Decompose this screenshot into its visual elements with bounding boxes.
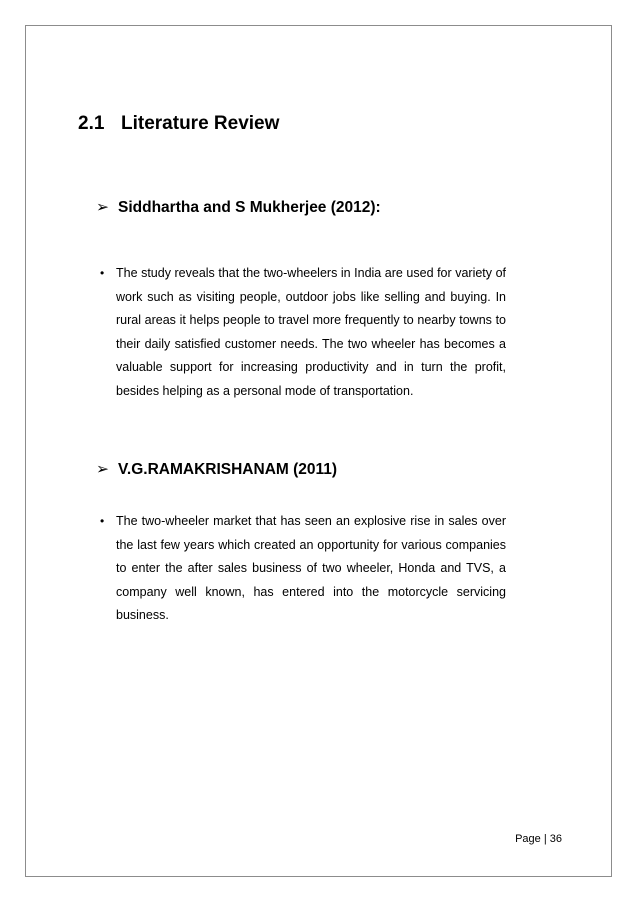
- entry-heading-text: V.G.RAMAKRISHANAM (2011): [118, 461, 338, 478]
- arrow-bullet-icon: ➢: [96, 199, 109, 216]
- entry-paragraph-text: The study reveals that the two-wheelers in India are used for variety of work such as visiting people, outdoor jobs like selling and buying. In rural areas it helps people to travel more frequently to nearby towns to their daily satisfied customer needs. The two wheeler has becomes a valuable support for increasing productivity and in turn the profit, besides helping as a personal mode of transportation.: [116, 266, 506, 398]
- section-number: 2.1: [78, 113, 105, 134]
- entry-paragraph-1: [96, 262, 506, 403]
- entry-paragraph-2: [96, 510, 506, 628]
- arrow-bullet-icon: ➢: [96, 461, 109, 478]
- entry-heading-text: Siddhartha and S Mukherjee (2012):: [118, 199, 381, 216]
- page-border: [25, 25, 612, 877]
- page-number: Page | 36: [515, 833, 562, 845]
- section-heading: [78, 112, 279, 136]
- bullet-icon: •: [100, 266, 105, 280]
- bullet-icon: •: [100, 514, 105, 528]
- entry-heading-1: [96, 198, 381, 218]
- entry-heading-2: [96, 460, 337, 480]
- section-title: Literature Review: [121, 113, 280, 134]
- entry-paragraph-text: The two-wheeler market that has seen an explosive rise in sales over the last few years which created an opportunity for various companies to enter the after sales business of two wheeler, Honda and TVS, a company well known, has entered into the motorcycle servicing business.: [116, 514, 506, 622]
